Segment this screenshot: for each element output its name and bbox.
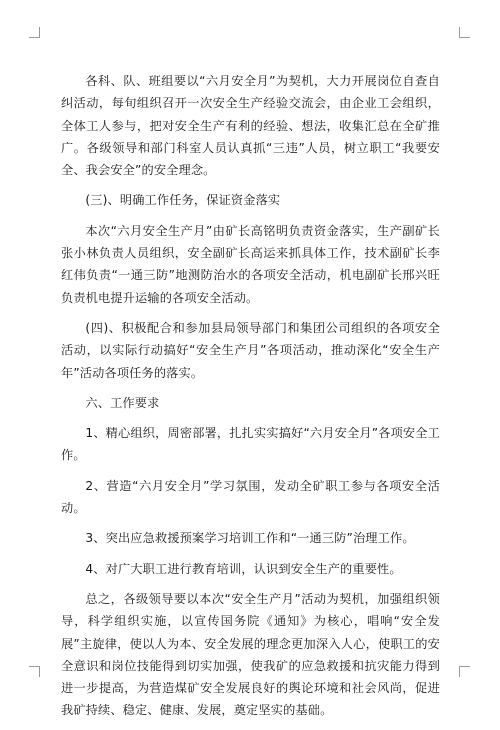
paragraph-team-activities: 各科、队、班组要以“六月安全月”为契机，大力开展岗位自查自纠活动，每旬组织召开一次安全生产经验交流会，由企业工会组织，全体工人参与，把对安全生产有利的经验、想法，收集汇总在全矿推广。各级领导和部门科室人员认真抓“三违”人员，树立职工“我要安全、我会安全”的安全理念。 bbox=[61, 74, 440, 178]
section-heading-tasks-funding: (三)、明确工作任务，保证资金落实 bbox=[85, 193, 281, 208]
requirement-item-4: 4、对广大职工进行教育培训，认识到安全生产的重要性。 bbox=[85, 561, 402, 576]
crop-mark-bottom-left bbox=[29, 666, 40, 677]
requirement-item-3: 3、突出应急救援预案学习培训工作和“一通三防”治理工作。 bbox=[85, 531, 415, 546]
requirement-item-2: 2、营造“六月安全月”学习氛围，发动全矿职工参与各项安全活动。 bbox=[61, 478, 440, 516]
paragraph-cooperation: (四)、积极配合和参加县局领导部门和集团公司组织的各项安全活动，以实际行动搞好“安全生产月”各项活动，推动深化“安全生产年”活动各项任务的落实。 bbox=[61, 320, 440, 380]
paragraph-responsibilities: 本次“六月安全生产月”由矿长高铭明负责资金落实，生产副矿长张小林负责人员组织，安全副矿长高运来抓具体工作，技术副矿长李红伟负责“一通三防”地测防治水的各项安全活动，机电副矿长邢兴旺负责机电提升运输的各项安全活动。 bbox=[61, 223, 440, 305]
crop-mark-bottom-right bbox=[459, 666, 470, 677]
section-heading-work-requirements: 六、工作要求 bbox=[85, 395, 160, 410]
crop-mark-top-left bbox=[29, 27, 40, 38]
crop-mark-top-right bbox=[459, 27, 470, 38]
paragraph-conclusion: 总之，各级领导要以本次“安全生产月”活动为契机，加强组织领导，科学组织实施，以宣传国务院《通知》为核心，唱响“安全发展”主旋律，使以人为本、安全发展的理念更加深入人心，使职工的安全意识和岗位技能得到切实加强，使我矿的应急救援和抗灾能力得到进一步提高，为营造煤矿安全发展良好的舆论环境和社会风尚，促进我矿持续、稳定、健康、发展，奠定坚实的基础。 bbox=[61, 591, 440, 718]
document-body bbox=[61, 70, 440, 730]
requirement-item-1: 1、精心组织，周密部署，扎扎实实搞好“六月安全月”各项安全工作。 bbox=[61, 426, 440, 463]
